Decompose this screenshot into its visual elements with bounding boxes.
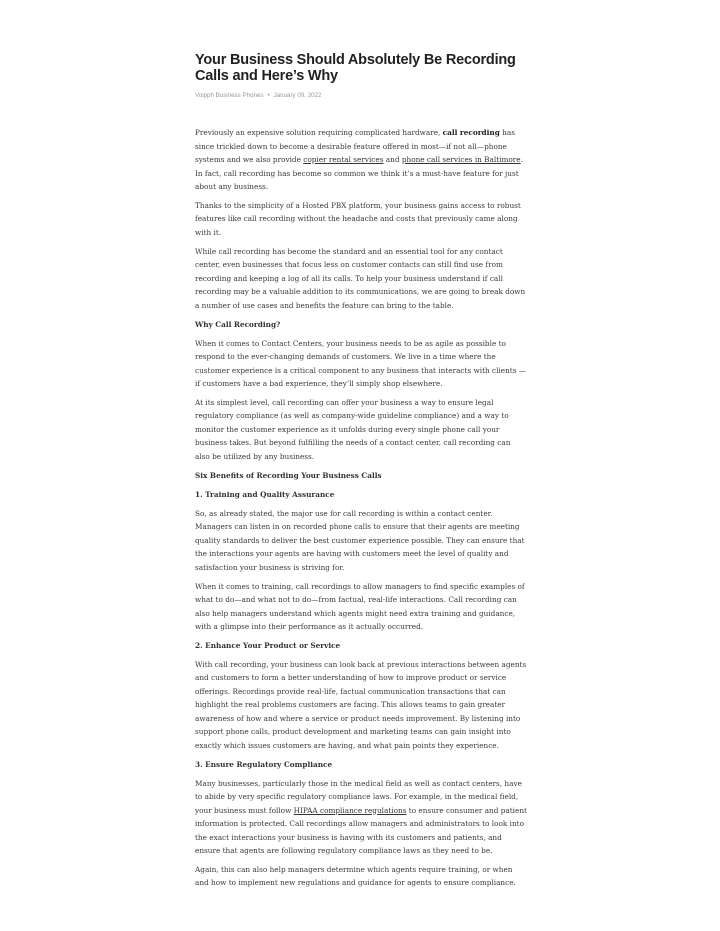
paragraph: When it comes to training, call recordings to allow managers to find specific examples of what to do—and what not to do—from factual, real-life interactions. Call recording can also help managers understand which agents might need extra training and guidance, with a glimpse into their performance as it actually occurred. [195, 581, 525, 632]
copier-rental-link[interactable]: copier rental services [303, 155, 384, 164]
subsection-heading: 2. Enhance Your Product or Service [195, 640, 341, 650]
paragraph-text: and [383, 155, 402, 164]
paragraph: Again, this can also help managers determine which agents require training, or when and how to implement new regulations and guidance for agents to ensure compliance. [195, 864, 516, 888]
paragraph-text: Previously an expensive solution requiring complicated hardware, [195, 128, 443, 137]
article-body [195, 126, 527, 890]
article [195, 52, 527, 895]
section-heading: Six Benefits of Recording Your Business Calls [195, 470, 382, 480]
paragraph-text: to ensure consumer and patient information is protected. Call recordings allow managers and administrators to look into the exact interactions your business is having with its customers and patients, and ensure that agents are following regulatory compliance laws as they need to be. [195, 805, 527, 856]
subsection-heading: 3. Ensure Regulatory Compliance [195, 759, 333, 769]
bold-term: call recording [442, 128, 500, 137]
paragraph: So, as already stated, the major use for call recording is within a contact center. Managers can listen in on recorded phone calls to ensure that their agents are meeting quality standards to deliver the best customer experience possible. They can ensure that the interactions your agents are having with customers meet the level of quality and satisfaction your business is striving for. [195, 508, 525, 572]
paragraph: Thanks to the simplicity of a Hosted PBX platform, your business gains access to robust features like call recording without the headache and costs that previously came along with it. [195, 200, 521, 237]
paragraph-text: . In fact, call recording has become so common we think it’s a must-have feature for just about any business. [195, 155, 523, 191]
paragraph: When it comes to Contact Centers, your business needs to be as agile as possible to respond to the ever-changing demands of customers. We live in a time where the customer experience is a critical component to any business that interacts with clients — if customers have a bad experience, they’ll simply shop elsewhere. [195, 338, 527, 389]
paragraph: With call recording, your business can look back at previous interactions between agents and customers to form a better understanding of how to improve product or service offerings. Recordings provide real-life, factual communication transactions that can highlight the real problems customers are facing. This allows teams to gain greater awareness of how and where a service or product needs improvement. By listening into support phone calls, product development and marketing teams can gain insight into exactly which issues customers are having, and what pain points they experience. [195, 659, 527, 750]
paragraph [195, 126, 527, 194]
subsection-heading: 1. Training and Quality Assurance [195, 489, 335, 499]
author-link[interactable]: Voipph Business Phones [195, 92, 264, 99]
article-title: Your Business Should Absolutely Be Recording Calls and Here’s Why [195, 52, 516, 84]
paragraph-text: Many businesses, particularly those in the medical field as well as contact centers, have to abide by very specific regulatory compliance laws. For example, in the medical field, your business must follow [195, 778, 522, 815]
paragraph [195, 777, 527, 858]
paragraph: While call recording has become the standard and an essential tool for any contact center, even businesses that focus less on customer contacts can still find use from recording and keeping a log of all its calls. To help your business understand if call recording may be a valuable addition to its communications, we are going to break down a number of use cases and benefits the feature can bring to the table. [195, 246, 526, 310]
baltimore-phone-services-link[interactable]: phone call services in Baltimore [401, 155, 521, 164]
hipaa-link[interactable]: HIPAA compliance regulations [293, 805, 407, 815]
meta-separator: • [267, 92, 270, 99]
article-meta [195, 92, 527, 100]
paragraph: At its simplest level, call recording can offer your business a way to ensure legal regulatory compliance (as well as company-wide guideline compliance) and a way to monitor the customer experience as it unfolds during every single phone call your business takes. But beyond fulfilling the needs of a contact center, call recording can also be utilized by any business. [195, 397, 511, 461]
section-heading: Why Call Recording? [195, 319, 281, 329]
paragraph-text: has since trickled down to become a desirable feature offered in most—if not all—phone systems and we also provide [195, 128, 515, 164]
publish-date: January 09, 2022 [273, 92, 322, 99]
